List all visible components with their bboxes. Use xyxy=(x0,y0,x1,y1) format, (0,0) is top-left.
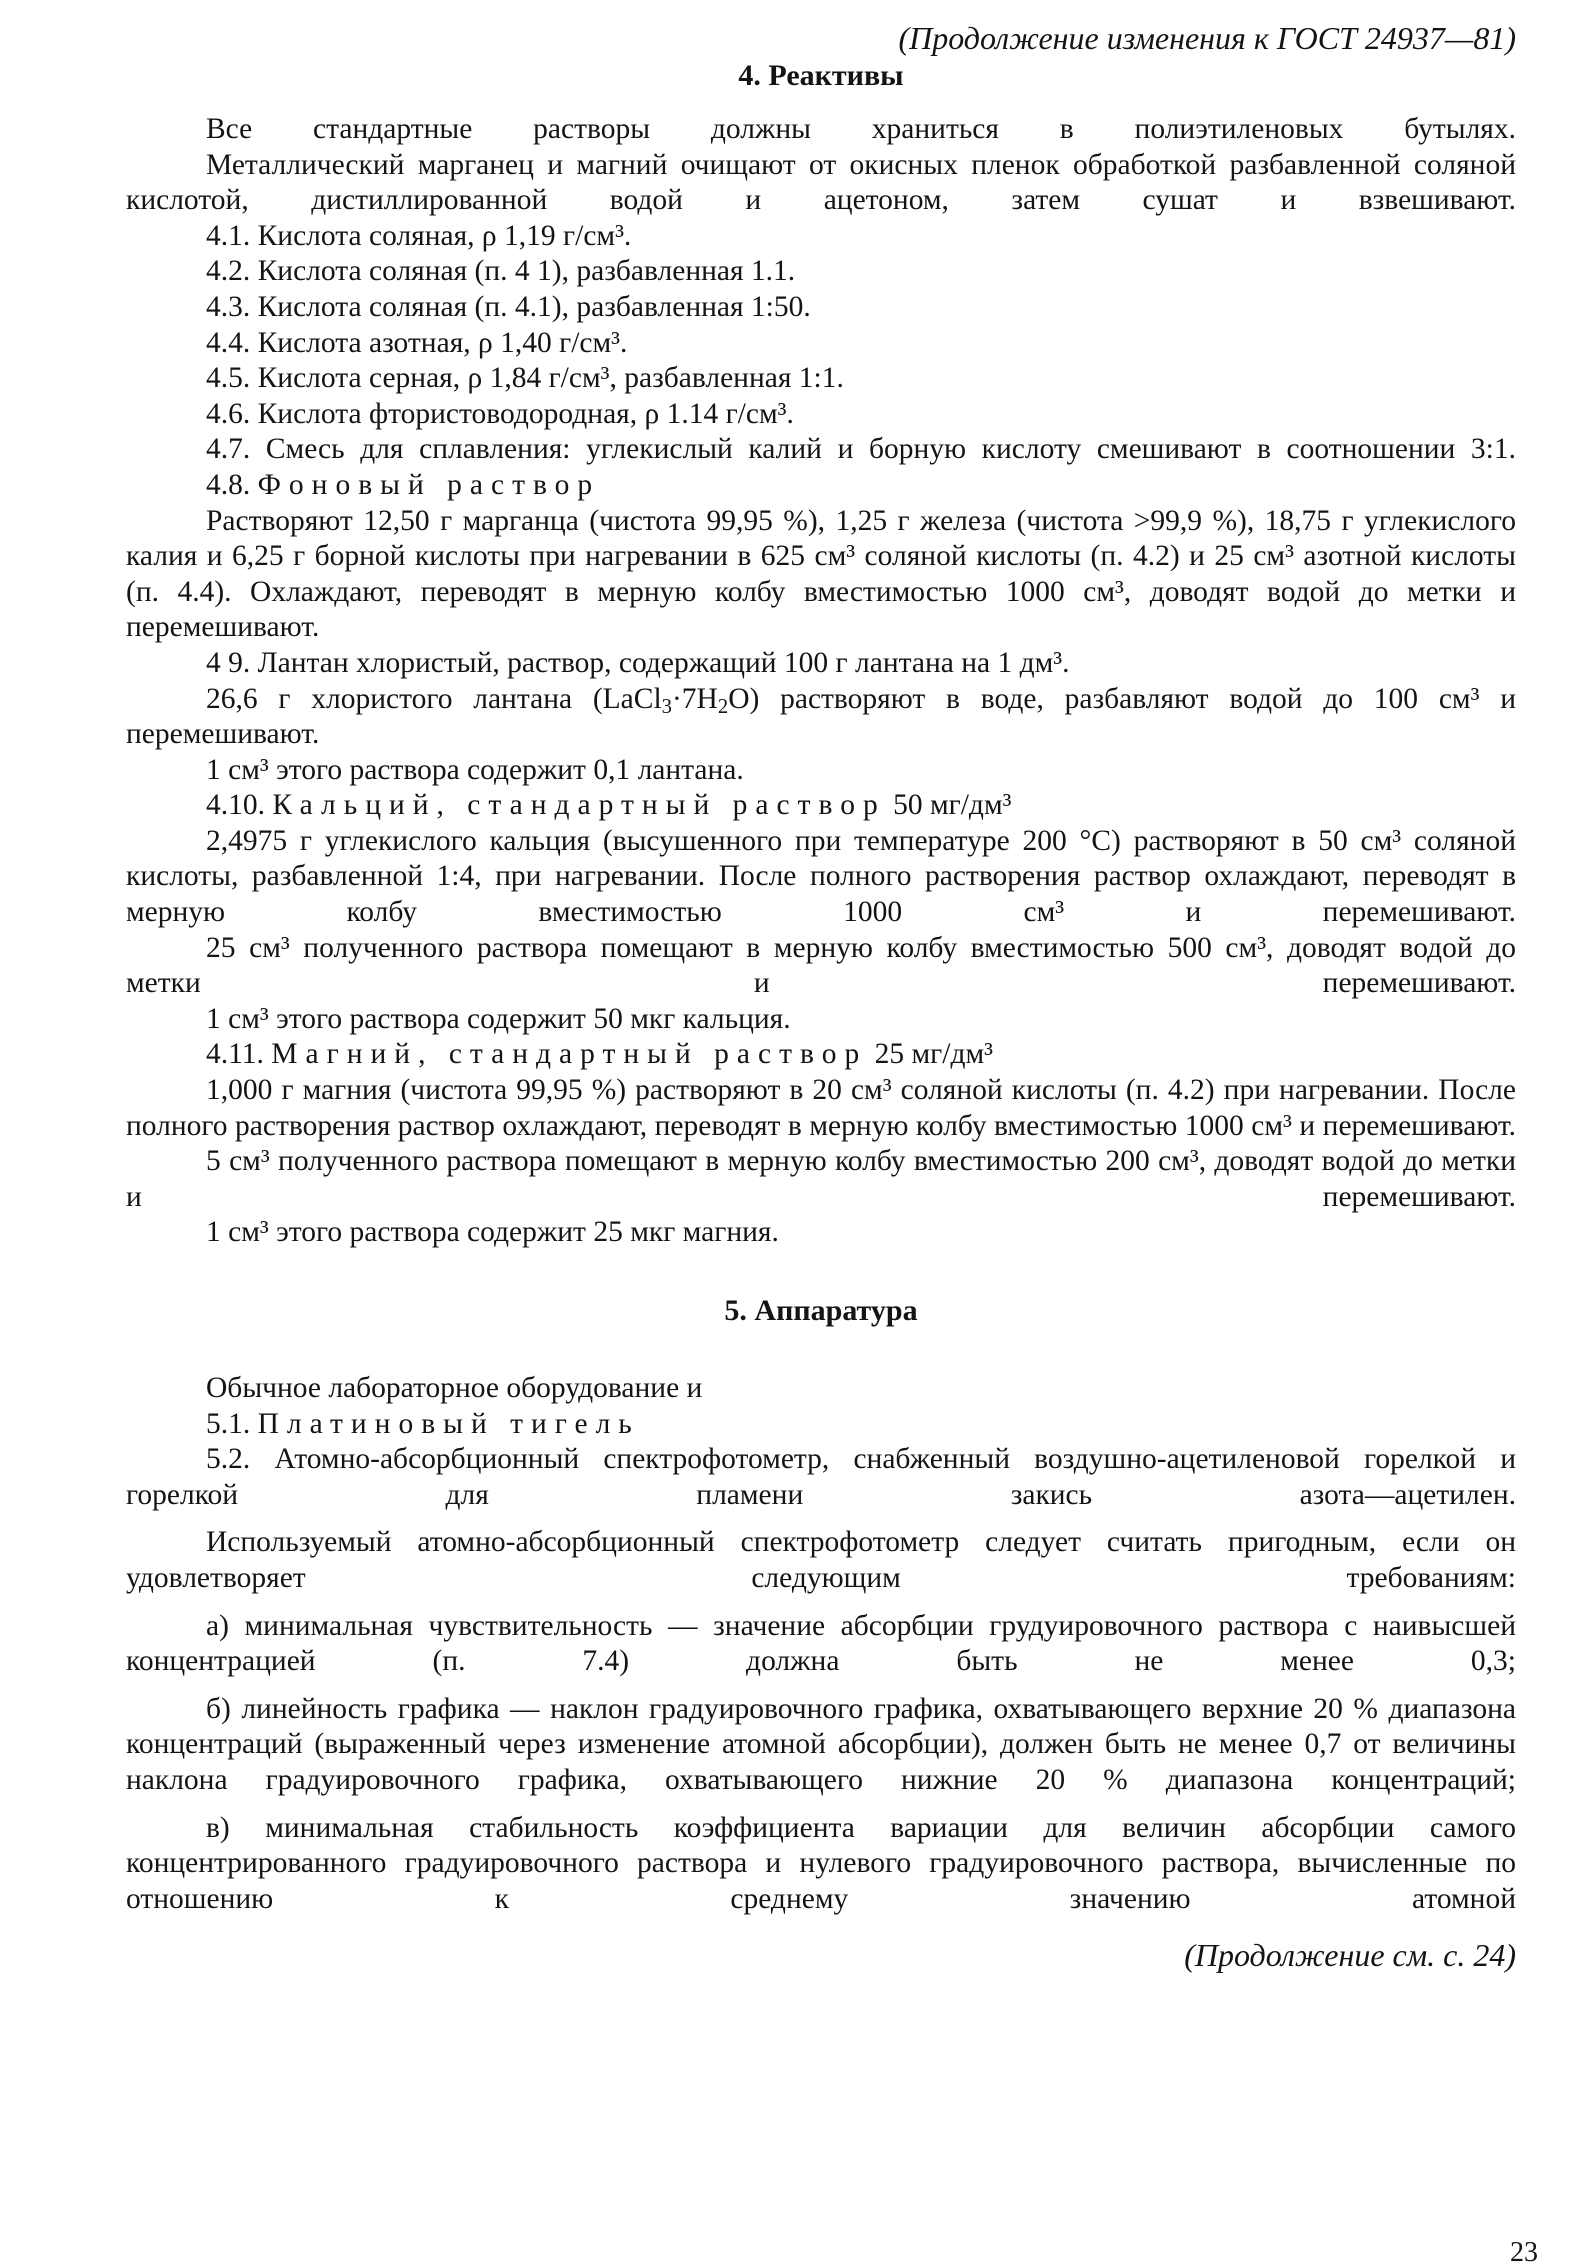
item-4-9-prep xyxy=(126,682,1516,753)
item-4-9-prep-part-1: 26,6 г хлористого лантана (LaCl xyxy=(206,682,662,715)
item-4-8-number: 4.8. xyxy=(206,468,251,501)
section-4-intro-2: Металлический марганец и магний очищают от окисных пленок обработкой разбавленной соляной кислотой, дистиллированной водой и ацетоном, затем сушат и взвешивают. xyxy=(126,148,1516,217)
item-4-10-concentration: 50 мг/дм³ xyxy=(893,789,1012,822)
continuation-footer: (Продолжение см. с. 24) xyxy=(1184,1937,1516,1974)
page-number: 23 xyxy=(1510,2237,1538,2268)
item-5-2: 5.2. Атомно-абсорбционный спектрофотометр, снабженный воздушно-ацетиленовой горелкой и горелкой для пламени закись азота—ацетилен. xyxy=(126,1443,1516,1511)
item-4-6: 4.6. Кислота фтористоводородная, ρ 1.14 г/см³. xyxy=(206,397,794,430)
section-5-intro: Обычное лабораторное оборудование и xyxy=(206,1372,703,1404)
item-4-11-prep: 1,000 г магния (чистота 99,95 %) растворяют в 20 см³ соляной кислоты (п. 4.2) при нагревании. После полного растворения раствор охлаждают, переводят в мерную колбу вместимостью 1000 см³ и перемешивают. xyxy=(126,1074,1516,1142)
item-5-1-name: Платиновый тигель xyxy=(257,1407,640,1440)
item-5-1-number: 5.1. xyxy=(206,1407,251,1440)
item-4-8-text: Растворяют 12,50 г марганца (чистота 99,95 %), 1,25 г железа (чистота >99,9 %), 18,75 г углекислого калия и 6,25 г борной кислоты при нагревании в 625 см³ соляной кислоты (п. 4.2) и 25 см³ азотной кислоты (п. 4.4). Охлаждают, переводят в мерную колбу вместимостью 1000 см³, доводят водой до метки и перемешивают. xyxy=(126,504,1516,644)
item-4-10-heading xyxy=(126,788,1516,824)
item-4-11-dilution: 5 см³ полученного раствора помещают в мерную колбу вместимостью 200 см³, доводят водой до метки и перемешивают. xyxy=(126,1145,1516,1213)
item-4-11-heading xyxy=(126,1037,1516,1073)
item-4-10-dilution: 25 см³ полученного раствора помещают в мерную колбу вместимостью 500 см³, доводят водой до метки и перемешивают. xyxy=(126,931,1516,1000)
item-4-10-name: Кальций, стандартный раствор xyxy=(272,789,886,822)
item-4-9: 4 9. Лантан хлористый, раствор, содержащий 100 г лантана на 1 дм³. xyxy=(206,646,1070,679)
page-content xyxy=(126,18,1516,1975)
item-4-7: 4.7. Смесь для сплавления: углекислый калий и борную кислоту смешивают в соотношении 3:1. xyxy=(206,433,1516,466)
section-5-title: 5. Аппаратура xyxy=(724,1294,918,1327)
lacl3-subscript: 3 xyxy=(661,695,672,718)
h2o-subscript: 2 xyxy=(717,695,729,718)
item-4-11-content: 1 см³ этого раствора содержит 25 мкг магния. xyxy=(206,1216,779,1249)
item-4-10-prep: 2,4975 г углекислого кальция (высушенного при температуре 200 °С) растворяют в 50 см³ соляной кислоты, разбавленной 1:4, при нагревании. После полного растворения раствор охлаждают, переводят в мерную колбу вместимостью 1000 см³ и перемешивают. xyxy=(126,824,1516,929)
requirement-b: б) линейность графика — наклон градуировочного графика, охватывающего верхние 20 % диапазона концентраций (выраженный через изменение атомной абсорбции), должен быть не менее 0,7 от величины наклона градуировочного графика, охватывающего нижние 20 % диапазона концентраций; xyxy=(126,1692,1516,1796)
item-4-2: 4.2. Кислота соляная (п. 4 1), разбавленная 1.1. xyxy=(206,255,796,288)
item-4-9-prep-part-3: O) растворяют в воде, разбавляют водой до 100 см³ и перемешивают. xyxy=(126,682,1516,751)
item-4-10-content: 1 см³ этого раствора содержит 50 мкг кальция. xyxy=(206,1002,791,1035)
item-4-10-number: 4.10. xyxy=(206,789,265,822)
item-4-3: 4.3. Кислота соляная (п. 4.1), разбавленная 1:50. xyxy=(206,290,811,323)
continuation-header: (Продолжение изменения к ГОСТ 24937—81) xyxy=(898,20,1516,56)
item-4-8-heading xyxy=(126,468,1516,504)
suitability-paragraph: Используемый атомно-абсорбционный спектрофотометр следует считать пригодным, если он удовлетворяет следующим требованиям: xyxy=(126,1526,1516,1594)
item-4-5: 4.5. Кислота серная, ρ 1,84 г/см³, разбавленная 1:1. xyxy=(206,362,844,395)
requirement-c: в) минимальная стабильность коэффициента вариации для величин абсорбции самого концентрированного градуировочного раствора и нулевого градуировочного раствора, вычисленные по отношению к среднему значению атомной xyxy=(126,1811,1516,1915)
item-4-8-name: Фоновый раствор xyxy=(257,468,601,501)
item-4-1: 4.1. Кислота соляная, ρ 1,19 г/см³. xyxy=(206,219,632,252)
item-5-1-heading xyxy=(126,1407,1516,1443)
item-4-11-name: Магний, стандартный раствор xyxy=(271,1038,868,1071)
section-4-intro-1: Все стандартные растворы должны храниться в полиэтиленовых бутылях. xyxy=(206,113,1516,145)
item-4-9-prep-part-2: ·7H xyxy=(671,682,718,715)
section-4-title: 4. Реактивы xyxy=(738,59,904,92)
item-4-9-content: 1 см³ этого раствора содержит 0,1 лантана. xyxy=(206,753,744,786)
requirement-a: а) минимальная чувствительность — значение абсорбции грудуировочного раствора с наивысшей концентрацией (п. 7.4) должна быть не менее 0,3; xyxy=(126,1609,1516,1678)
item-4-4: 4.4. Кислота азотная, ρ 1,40 г/см³. xyxy=(206,326,628,359)
item-4-11-concentration: 25 мг/дм³ xyxy=(874,1038,993,1071)
item-4-11-number: 4.11. xyxy=(206,1038,264,1071)
